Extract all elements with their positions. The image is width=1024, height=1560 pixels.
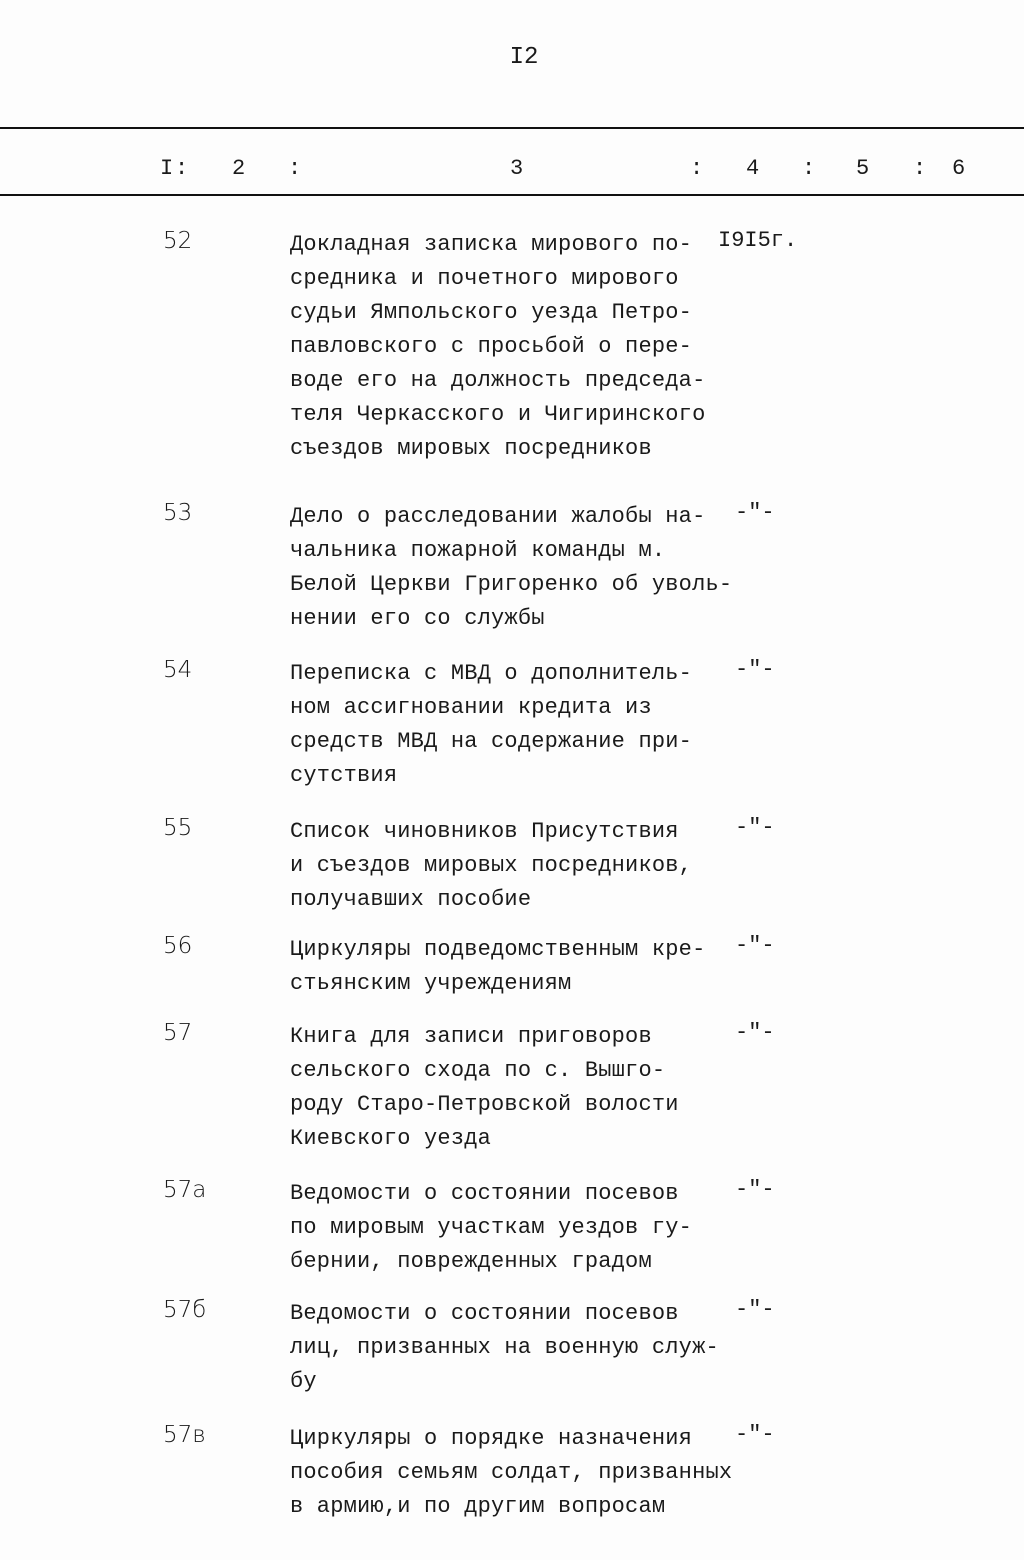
entry-number: 57б — [163, 1297, 207, 1323]
entry-description — [290, 657, 692, 793]
entry-number: 56 — [163, 933, 193, 959]
description-line: воде его на должность председа- — [290, 368, 706, 393]
description-line: роду Старо-Петровской волости — [290, 1092, 679, 1117]
description-line: ном ассигновании кредита из — [290, 695, 652, 720]
entry-date: -"- — [735, 1422, 775, 1447]
description-line: и съездов мировых посредников, — [290, 853, 693, 878]
description-line: стьянским учреждениям — [290, 971, 572, 996]
description-line: сельского схода по с. Вышго- — [290, 1058, 666, 1083]
description-line: Киевского уезда — [290, 1126, 492, 1151]
column-separator: : — [175, 156, 189, 181]
description-line: средств МВД на содержание при- — [290, 729, 693, 754]
description-line: павловского с просьбой о пере- — [290, 334, 693, 359]
column-header-4: 4 — [746, 156, 760, 181]
entry-date: -"- — [735, 933, 775, 958]
description-line: Циркуляры о порядке назначения — [290, 1426, 693, 1451]
entry-number: 53 — [163, 500, 193, 526]
description-line: бернии, поврежденных градом — [290, 1249, 652, 1274]
description-line: в армию,и по другим вопросам — [290, 1494, 666, 1519]
header-top-rule — [0, 127, 1024, 129]
description-line: Список чиновников Присутствия — [290, 819, 679, 844]
column-header-6: 6 — [952, 156, 966, 181]
description-line: Книга для записи приговоров — [290, 1024, 652, 1049]
description-line: чальника пожарной команды м. — [290, 538, 666, 563]
column-header-3: 3 — [510, 156, 524, 181]
description-line: бу — [290, 1369, 317, 1394]
description-line: нении его со службы — [290, 606, 545, 631]
description-line: Докладная записка мирового по- — [290, 232, 693, 257]
entry-number: 57в — [163, 1422, 206, 1448]
entry-number: 54 — [163, 657, 193, 683]
column-separator: : — [288, 156, 302, 181]
entry-description — [290, 815, 692, 917]
description-line: теля Черкасского и Чигиринского — [290, 402, 706, 427]
column-separator: : — [913, 156, 927, 181]
entry-date: I9I5г. — [718, 228, 798, 253]
column-header-5: 5 — [856, 156, 870, 181]
entry-date: -"- — [735, 657, 775, 682]
entry-description — [290, 500, 732, 636]
entry-description — [290, 1422, 732, 1524]
entry-number: 57 — [163, 1020, 193, 1046]
entry-description — [290, 933, 705, 1001]
description-line: получавших пособие — [290, 887, 532, 912]
description-line: Белой Церкви Григоренко об уволь- — [290, 572, 733, 597]
entry-date: -"- — [735, 815, 775, 840]
description-line: лиц, призванных на военную служ- — [290, 1335, 719, 1360]
entry-description — [290, 228, 705, 466]
entry-number: 55 — [163, 815, 193, 841]
description-line: по мировым участкам уездов гу- — [290, 1215, 693, 1240]
page-number: I2 — [509, 44, 539, 71]
entry-description — [290, 1020, 679, 1156]
column-header-1: I — [160, 156, 174, 181]
description-line: Циркуляры подведомственным кре- — [290, 937, 706, 962]
column-separator: : — [690, 156, 704, 181]
description-line: Ведомости о состоянии посевов — [290, 1181, 679, 1206]
description-line: судьи Ямпольского уезда Петро- — [290, 300, 693, 325]
entry-date: -"- — [735, 1177, 775, 1202]
entry-date: -"- — [735, 1297, 775, 1322]
header-bottom-rule — [0, 194, 1024, 196]
entry-date: -"- — [735, 1020, 775, 1045]
description-line: средника и почетного мирового — [290, 266, 679, 291]
column-separator: : — [802, 156, 816, 181]
description-line: Переписка с МВД о дополнитель- — [290, 661, 693, 686]
description-line: съездов мировых посредников — [290, 436, 652, 461]
entry-description — [290, 1297, 719, 1399]
description-line: пособия семьям солдат, призванных — [290, 1460, 733, 1485]
entry-number: 52 — [163, 228, 193, 254]
description-line: Дело о расследовании жалобы на- — [290, 504, 706, 529]
entry-date: -"- — [735, 500, 775, 525]
entry-description — [290, 1177, 692, 1279]
description-line: Ведомости о состоянии посевов — [290, 1301, 679, 1326]
column-header-2: 2 — [232, 156, 246, 181]
description-line: сутствия — [290, 763, 398, 788]
entry-number: 57а — [163, 1177, 207, 1203]
